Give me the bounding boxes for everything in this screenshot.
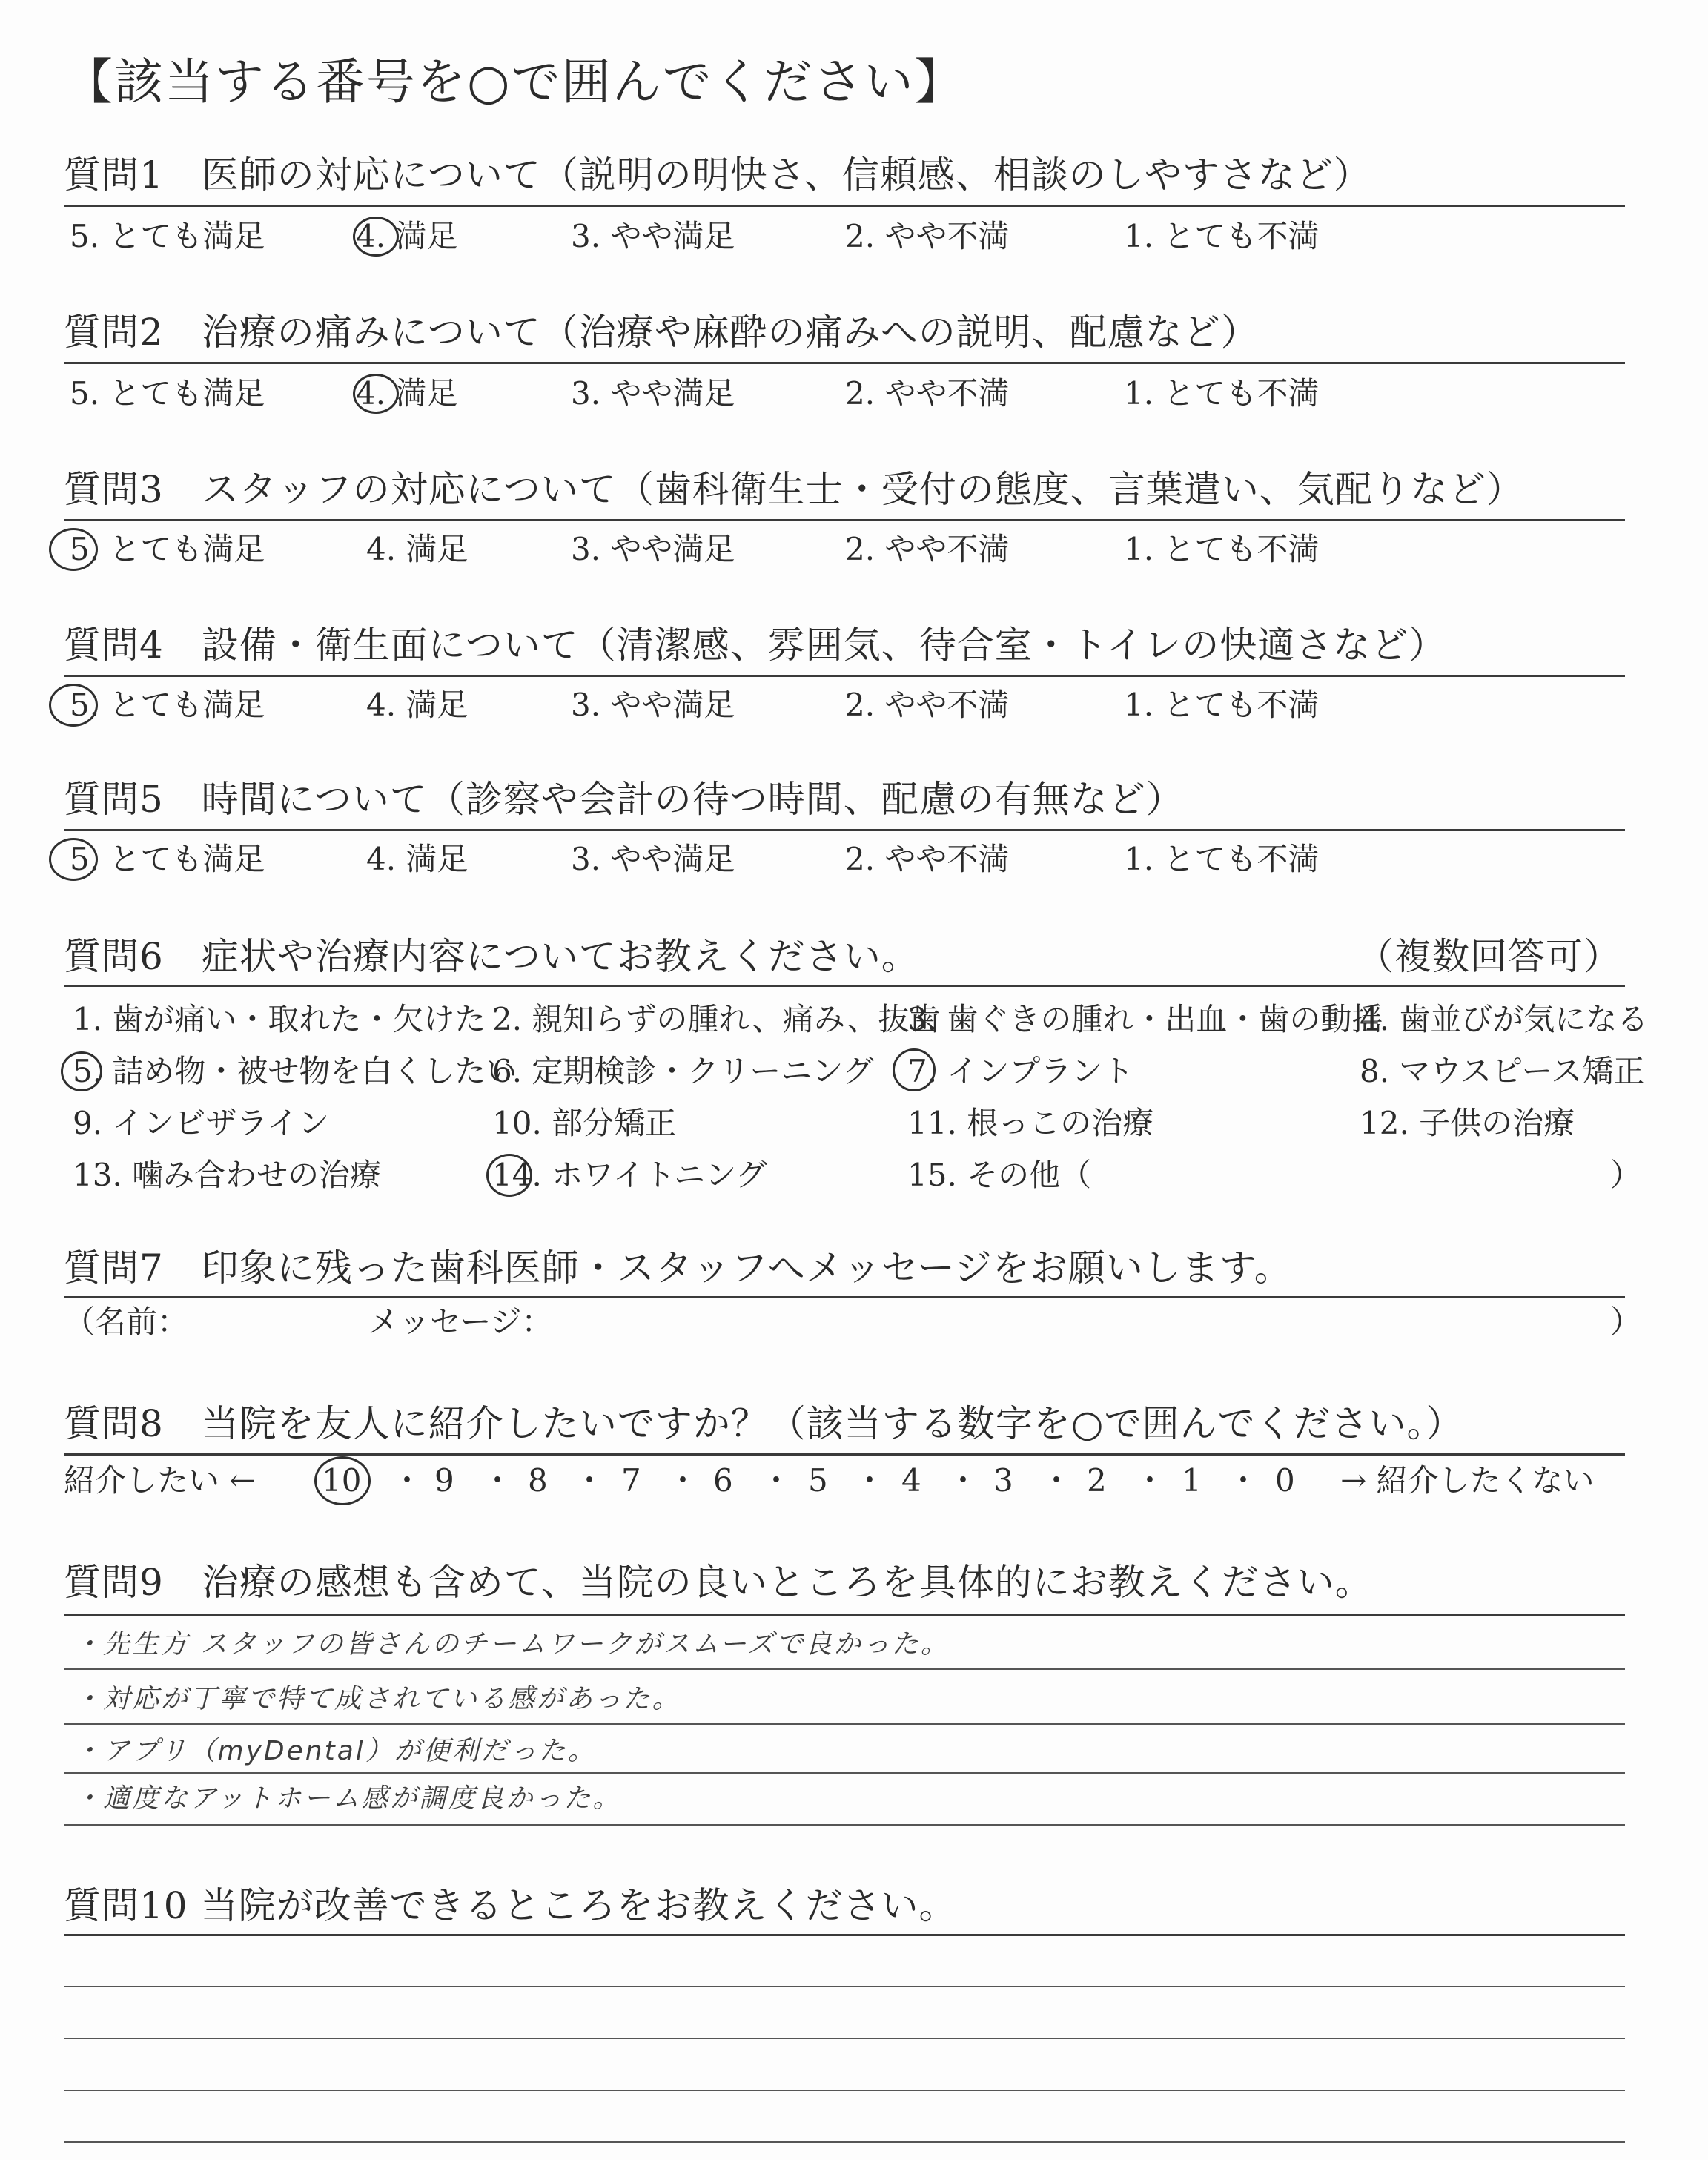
answer-line — [64, 1772, 1625, 1774]
q9-answer-line-4: ・適度なアットホーム感が調度良かった。 — [74, 1783, 622, 1814]
q8-separator: ・ — [1228, 1462, 1260, 1499]
question-3-title: 質問3 スタッフの対応について（歯科衛生士・受付の態度、言葉遣い、気配りなど） — [64, 468, 1524, 511]
q8-separator: ・ — [1041, 1462, 1073, 1499]
answer-line — [64, 1824, 1625, 1826]
question-1-title: 質問1 医師の対応について（説明の明快さ、信頼感、相談のしやすさなど） — [64, 153, 1371, 196]
q6-option-12[interactable]: 12. 子供の治療 — [1360, 1105, 1575, 1141]
q6-option-2[interactable]: 2. 親知らずの腫れ、痛み、抜歯 — [492, 1001, 941, 1037]
q8-separator: ・ — [761, 1462, 792, 1499]
q8-scale-1[interactable]: 1 — [1182, 1462, 1202, 1499]
q9-answer-line-2: ・対応が丁寧で特て成されている感があった。 — [74, 1684, 681, 1714]
q4-option-2[interactable]: 2. やや不満 — [845, 687, 1010, 723]
divider — [64, 362, 1625, 364]
question-7-title: 質問7 印象に残った歯科医師・スタッフへメッセージをお願いします。 — [64, 1246, 1292, 1289]
q6-option-4[interactable]: 4. 歯並びが気になる — [1360, 1001, 1649, 1037]
divider — [64, 519, 1625, 521]
q9-answer-line-3: ・アプリ（myDental）が便利だった。 — [74, 1736, 597, 1766]
q8-right-label: → 紹介したくない — [1340, 1462, 1595, 1499]
q5-option-2[interactable]: 2. やや不満 — [845, 841, 1010, 877]
q6-selection-circle-5 — [61, 1051, 102, 1091]
q2-option-2[interactable]: 2. やや不満 — [845, 375, 1010, 412]
q1-selection-circle — [353, 217, 399, 257]
q6-option-7[interactable]: 7. インプラント — [907, 1053, 1134, 1089]
q8-scale-2[interactable]: 2 — [1087, 1462, 1107, 1499]
q3-option-2[interactable]: 2. やや不満 — [845, 531, 1010, 567]
q5-option-5[interactable]: 5. とても満足 — [70, 841, 265, 877]
q3-option-3[interactable]: 3. やや満足 — [571, 531, 735, 567]
divider — [64, 1934, 1625, 1936]
q8-scale-5[interactable]: 5 — [808, 1462, 828, 1499]
answer-line — [64, 2141, 1625, 2143]
q3-selection-circle — [49, 528, 98, 571]
question-10-title: 質問10 当院が改善できるところをお教えください。 — [64, 1884, 957, 1927]
q8-separator: ・ — [854, 1462, 886, 1499]
q6-option-6[interactable]: 6. 定期検診・クリーニング — [492, 1053, 874, 1089]
q6-other-close: ） — [1610, 1157, 1642, 1193]
q1-option-2[interactable]: 2. やや不満 — [845, 218, 1010, 254]
q7-close-paren: ） — [1610, 1304, 1642, 1340]
question-9-title: 質問9 治療の感想も含めて、当院の良いところを具体的にお教えください。 — [64, 1561, 1373, 1604]
q3-option-5[interactable]: 5. とても満足 — [70, 531, 265, 567]
q6-option-14[interactable]: 14. ホワイトニング — [492, 1157, 767, 1193]
divider — [64, 1453, 1625, 1456]
question-6-title: 質問6 症状や治療内容についてお教えください。 — [64, 935, 919, 978]
q1-option-1[interactable]: 1. とても不満 — [1124, 218, 1320, 254]
q5-option-1[interactable]: 1. とても不満 — [1124, 841, 1320, 877]
answer-line — [64, 1668, 1625, 1670]
q4-option-5[interactable]: 5. とても満足 — [70, 687, 265, 723]
q3-option-1[interactable]: 1. とても不満 — [1124, 531, 1320, 567]
q4-selection-circle — [49, 684, 98, 727]
q6-option-9[interactable]: 9. インビザライン — [73, 1105, 330, 1141]
q8-scale-3[interactable]: 3 — [993, 1462, 1013, 1499]
q6-option-15[interactable]: 15. その他（ — [907, 1157, 1092, 1193]
q8-separator: ・ — [482, 1462, 514, 1499]
q8-scale-8[interactable]: 8 — [528, 1462, 548, 1499]
q7-name-label: （名前： — [64, 1304, 189, 1340]
q4-option-4[interactable]: 4. 満足 — [366, 687, 469, 723]
answer-line — [64, 1986, 1625, 1987]
q2-option-4[interactable]: 4. 満足 — [356, 375, 458, 412]
q8-separator: ・ — [574, 1462, 606, 1499]
q2-option-5[interactable]: 5. とても満足 — [70, 375, 265, 412]
q8-separator: ・ — [1134, 1462, 1166, 1499]
q8-separator: ・ — [667, 1462, 699, 1499]
q4-option-3[interactable]: 3. やや満足 — [571, 687, 735, 723]
divider — [64, 985, 1625, 987]
q6-option-11[interactable]: 11. 根っこの治療 — [907, 1105, 1154, 1141]
q9-answer-line-1: ・先生方 スタッフの皆さんのチームワークがスムーズで良かった。 — [74, 1629, 950, 1659]
q6-option-5[interactable]: 5. 詰め物・被せ物を白くしたい — [73, 1053, 517, 1089]
page-title: 【該当する番号を○で囲んでください】 — [64, 53, 965, 110]
question-2-title: 質問2 治療の痛みについて（治療や麻酔の痛みへの説明、配慮など） — [64, 311, 1259, 354]
q5-selection-circle — [49, 838, 98, 881]
q8-scale-7[interactable]: 7 — [621, 1462, 641, 1499]
q8-scale-10[interactable]: 10 — [322, 1462, 362, 1499]
answer-line — [64, 1723, 1625, 1725]
q6-option-1[interactable]: 1. 歯が痛い・取れた・欠けた — [73, 1001, 486, 1037]
q2-selection-circle — [353, 374, 399, 414]
q8-scale-4[interactable]: 4 — [901, 1462, 921, 1499]
question-8-title: 質問8 当院を友人に紹介したいですか？（該当する数字を○で囲んでください。） — [64, 1402, 1464, 1445]
q8-scale-9[interactable]: 9 — [434, 1462, 454, 1499]
question-5-title: 質問5 時間について（診察や会計の待つ時間、配慮の有無など） — [64, 778, 1184, 821]
divider — [64, 829, 1625, 831]
q4-option-1[interactable]: 1. とても不満 — [1124, 687, 1320, 723]
divider — [64, 205, 1625, 207]
divider — [64, 1296, 1625, 1298]
q5-option-3[interactable]: 3. やや満足 — [571, 841, 735, 877]
q6-option-10[interactable]: 10. 部分矯正 — [492, 1105, 677, 1141]
q8-separator: ・ — [947, 1462, 979, 1499]
q5-option-4[interactable]: 4. 満足 — [366, 841, 469, 877]
q2-option-3[interactable]: 3. やや満足 — [571, 375, 735, 412]
q6-option-3[interactable]: 3. 歯ぐきの腫れ・出血・歯の動揺 — [907, 1001, 1383, 1037]
multiple-answers-note: （複数回答可） — [1357, 935, 1621, 978]
divider — [64, 675, 1625, 677]
q1-option-5[interactable]: 5. とても満足 — [70, 218, 265, 254]
q8-scale-0[interactable]: 0 — [1275, 1462, 1295, 1499]
q8-selection-circle — [314, 1456, 371, 1505]
q2-option-1[interactable]: 1. とても不満 — [1124, 375, 1320, 412]
question-4-title: 質問4 設備・衛生面について（清潔感、雰囲気、待合室・トイレの快適さなど） — [64, 624, 1447, 667]
q1-option-4[interactable]: 4. 満足 — [356, 218, 458, 254]
answer-line — [64, 2038, 1625, 2039]
q7-message-label: メッセージ： — [368, 1304, 553, 1340]
q6-option-8[interactable]: 8. マウスピース矯正 — [1360, 1053, 1645, 1089]
q1-option-3[interactable]: 3. やや満足 — [571, 218, 735, 254]
answer-line — [64, 2090, 1625, 2091]
q8-left-label: 紹介したい ← — [64, 1462, 256, 1499]
q6-option-13[interactable]: 13. 噛み合わせの治療 — [73, 1157, 382, 1193]
divider — [64, 1614, 1625, 1616]
q6-selection-circle-14 — [486, 1154, 532, 1197]
q6-selection-circle-7 — [893, 1048, 936, 1091]
q8-scale-6[interactable]: 6 — [713, 1462, 733, 1499]
q8-separator: ・ — [391, 1462, 423, 1499]
q3-option-4[interactable]: 4. 満足 — [366, 531, 469, 567]
